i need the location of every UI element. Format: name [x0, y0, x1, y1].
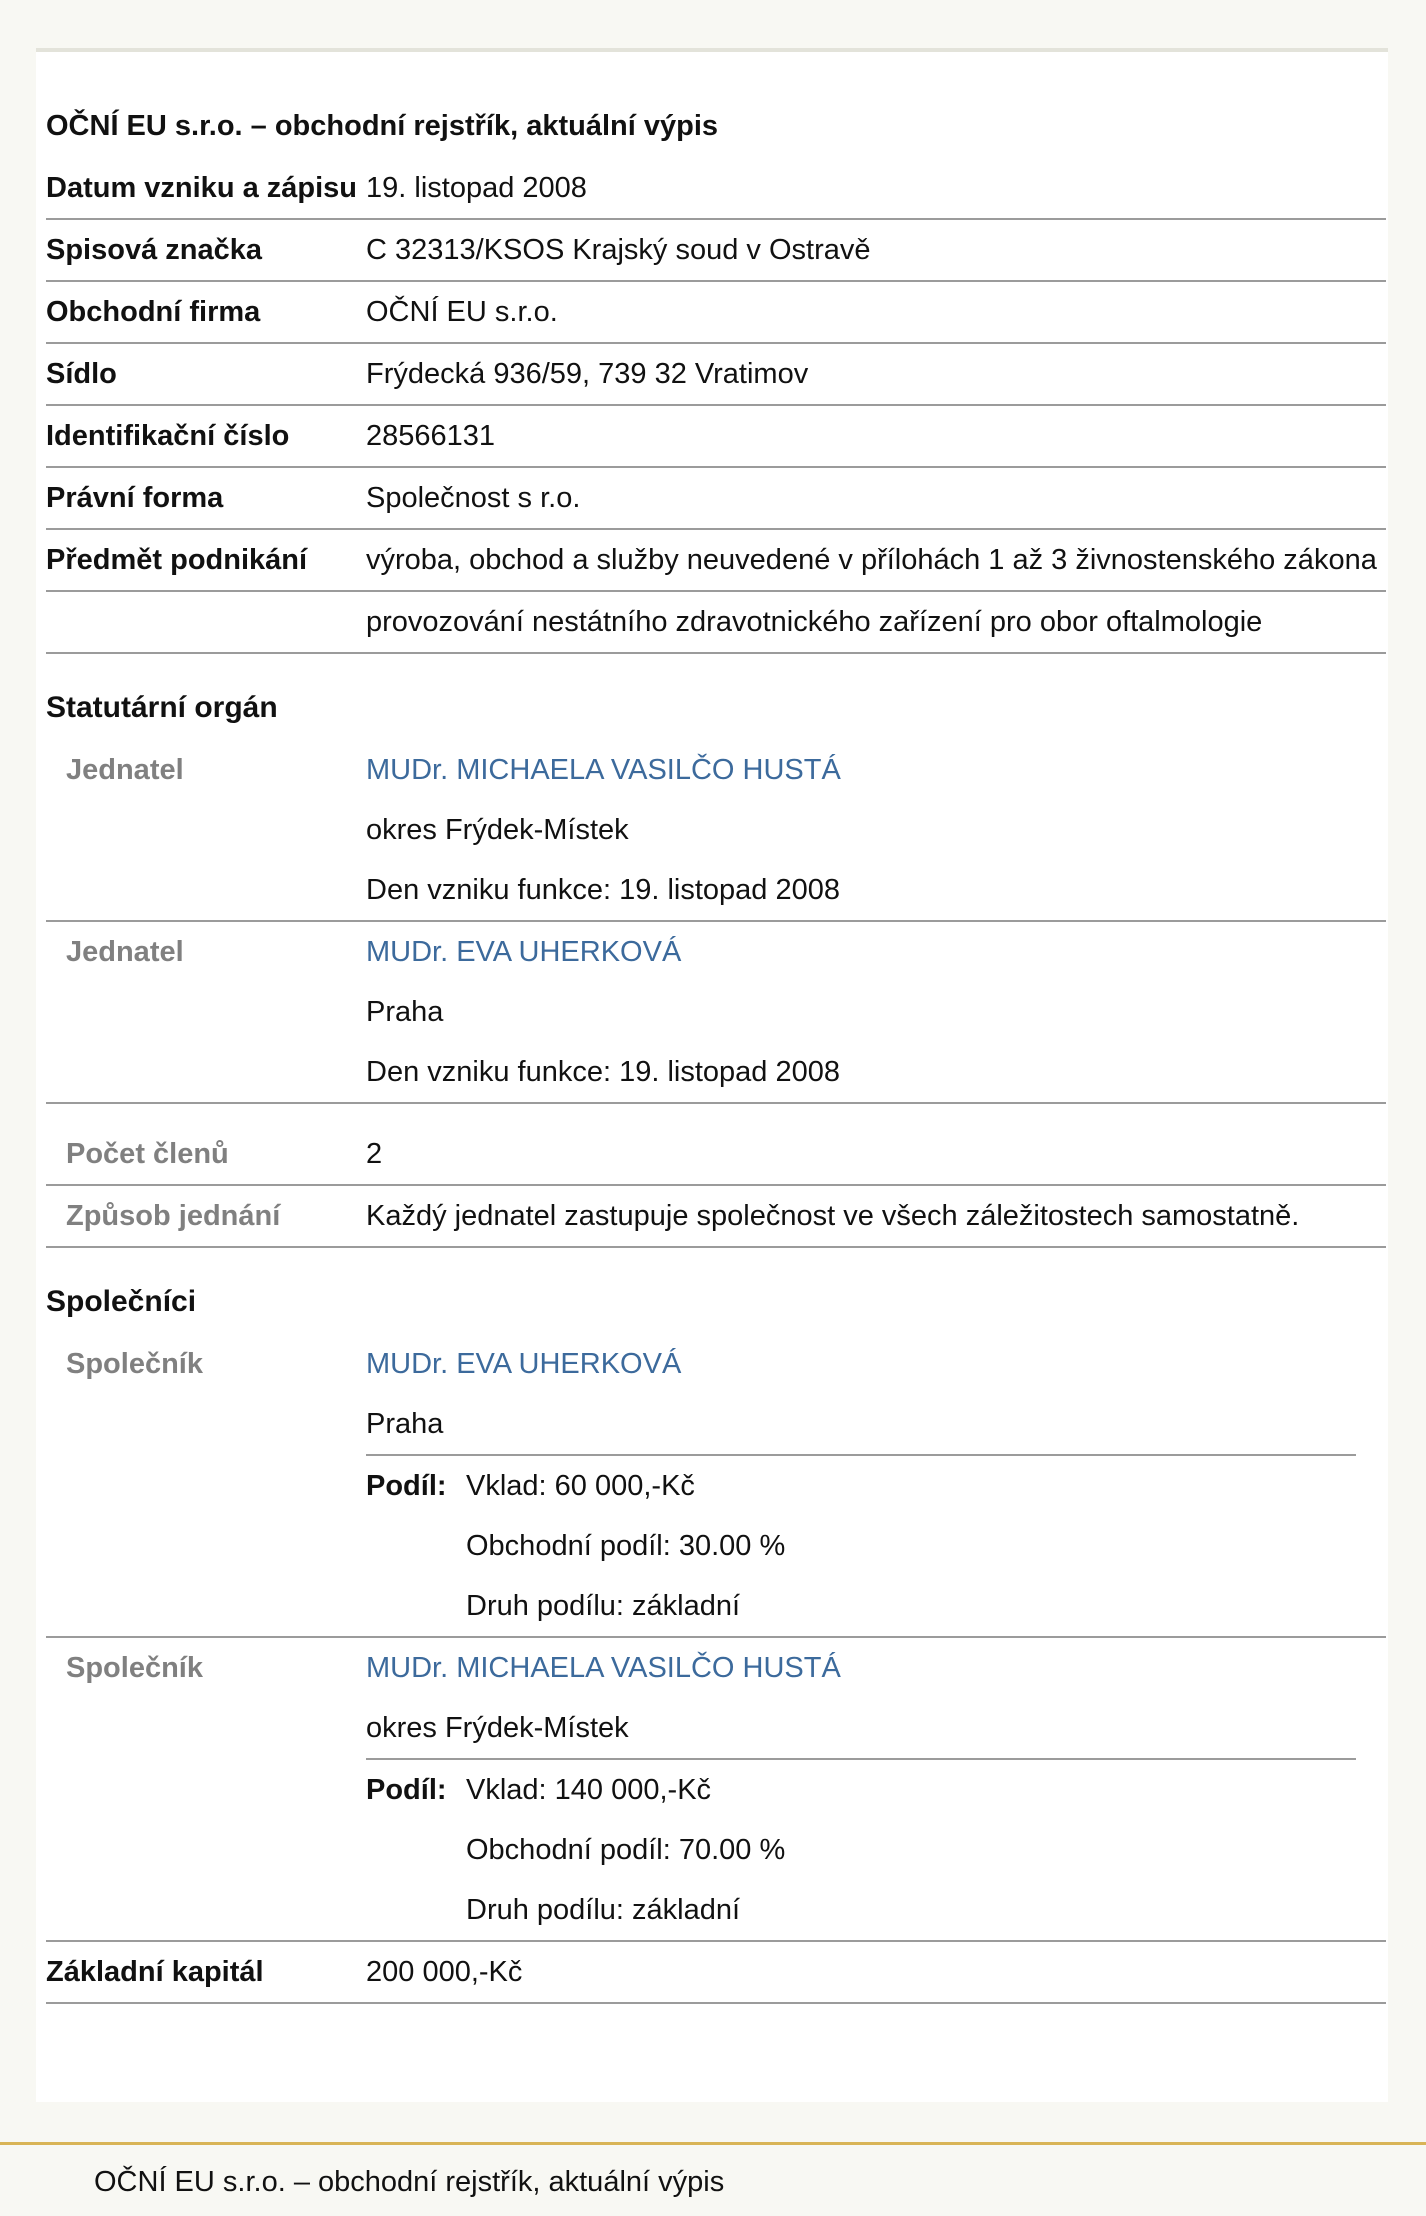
spolecnik-1-details	[366, 1334, 1386, 1636]
register-extract	[46, 98, 1386, 2004]
jednatel-1-place: okres Frýdek-Místek	[366, 814, 629, 846]
jednatel-2-name-link[interactable]: MUDr. EVA UHERKOVÁ	[366, 936, 682, 968]
spolecnik-1-place: Praha	[366, 1408, 444, 1440]
value-pravni-forma: Společnost s r.o.	[366, 482, 581, 514]
label-datum-vzniku: Datum vzniku a zápisu	[46, 172, 358, 204]
spolecnik-1-name-link[interactable]: MUDr. EVA UHERKOVÁ	[366, 1348, 682, 1380]
label-obchodni-firma: Obchodní firma	[46, 296, 261, 328]
value-spisova-znacka: C 32313/KSOS Krajský soud v Ostravě	[366, 234, 871, 266]
row-spolecnik-2	[46, 1638, 1386, 1942]
footer-divider	[0, 2142, 1426, 2145]
spolecnik-1-obchodni-podil: Obchodní podíl: 30.00 %	[466, 1530, 786, 1562]
podil-values	[466, 1760, 785, 1940]
row-jednatel-1	[46, 740, 1386, 922]
spolecnik-1-druh-podilu: Druh podílu: základní	[466, 1590, 741, 1622]
row-spisova-znacka	[46, 220, 1386, 282]
spolecnik-2-podil	[366, 1758, 1356, 1940]
row-datum-vzniku	[46, 158, 1386, 220]
value-predmet-podnikani: výroba, obchod a služby neuvedené v přílohách 1 až 3 živnostenského zákona	[366, 544, 1377, 576]
label-pravni-forma: Právní forma	[46, 482, 224, 514]
label-spolecnik: Společník	[66, 1652, 203, 1684]
label-spolecnik: Společník	[66, 1348, 203, 1380]
spolecnik-2-druh-podilu: Druh podílu: základní	[466, 1894, 741, 1926]
jednatel-1-name-link[interactable]: MUDr. MICHAELA VASILČO HUSTÁ	[366, 754, 841, 786]
value-zpusob-jednani: Každý jednatel zastupuje společnost ve všech záležitostech samostatně.	[366, 1200, 1300, 1232]
label-jednatel: Jednatel	[66, 936, 184, 968]
podil-values	[466, 1456, 785, 1636]
spolecnik-2-details	[366, 1638, 1386, 1940]
spolecnik-2-place: okres Frýdek-Místek	[366, 1712, 629, 1744]
podil-label: Podíl:	[366, 1470, 447, 1502]
spolecnik-1-vklad: Vklad: 60 000,-Kč	[466, 1470, 695, 1502]
spolecnik-2-vklad: Vklad: 140 000,-Kč	[466, 1774, 712, 1806]
value-zakladni-kapital: 200 000,-Kč	[366, 1956, 523, 1988]
value-datum-vzniku: 19. listopad 2008	[366, 172, 587, 204]
row-pravni-forma	[46, 468, 1386, 530]
row-zakladni-kapital	[46, 1942, 1386, 2004]
value-obchodni-firma: OČNÍ EU s.r.o.	[366, 296, 558, 328]
podil-label: Podíl:	[366, 1774, 447, 1806]
spolecnik-2-name-link[interactable]: MUDr. MICHAELA VASILČO HUSTÁ	[366, 1652, 841, 1684]
label-empty	[46, 592, 366, 652]
row-identifikacni-cislo	[46, 406, 1386, 468]
row-jednatel-2	[46, 922, 1386, 1104]
row-predmet-podnikani-2	[46, 592, 1386, 654]
label-jednatel: Jednatel	[66, 754, 184, 786]
value-sidlo: Frýdecká 936/59, 739 32 Vratimov	[366, 358, 809, 390]
row-predmet-podnikani	[46, 530, 1386, 592]
jednatel-2-details	[366, 922, 1386, 1102]
value-pocet-clenu: 2	[366, 1138, 383, 1170]
label-identifikacni-cislo: Identifikační číslo	[46, 420, 290, 452]
footer-title: OČNÍ EU s.r.o. – obchodní rejstřík, aktuální výpis	[94, 2166, 725, 2198]
label-sidlo: Sídlo	[46, 358, 117, 390]
value-predmet-podnikani-2: provozování nestátního zdravotnického zařízení pro obor oftalmologie	[366, 606, 1263, 638]
label-zakladni-kapital: Základní kapitál	[46, 1956, 264, 1988]
row-zpusob-jednani	[46, 1186, 1386, 1248]
jednatel-2-since: Den vzniku funkce: 19. listopad 2008	[366, 1056, 840, 1088]
row-sidlo	[46, 344, 1386, 406]
label-predmet-podnikani: Předmět podnikání	[46, 544, 308, 576]
row-pocet-clenu	[46, 1124, 1386, 1186]
label-spisova-znacka: Spisová značka	[46, 234, 262, 266]
label-zpusob-jednani: Způsob jednání	[66, 1200, 281, 1232]
row-spolecnik-1	[46, 1334, 1386, 1638]
document-card	[36, 48, 1388, 2102]
label-pocet-clenu: Počet členů	[66, 1138, 229, 1170]
spolecnik-1-podil	[366, 1454, 1356, 1636]
jednatel-1-since: Den vzniku funkce: 19. listopad 2008	[366, 874, 840, 906]
row-obchodni-firma	[46, 282, 1386, 344]
section-spolecnici: Společníci	[46, 1285, 197, 1318]
page-title: OČNÍ EU s.r.o. – obchodní rejstřík, aktuální výpis	[46, 110, 719, 142]
spolecnik-2-obchodni-podil: Obchodní podíl: 70.00 %	[466, 1834, 786, 1866]
jednatel-2-place: Praha	[366, 996, 444, 1028]
value-identifikacni-cislo: 28566131	[366, 420, 496, 452]
section-statutarni-organ: Statutární orgán	[46, 691, 278, 724]
jednatel-1-details	[366, 740, 1386, 920]
